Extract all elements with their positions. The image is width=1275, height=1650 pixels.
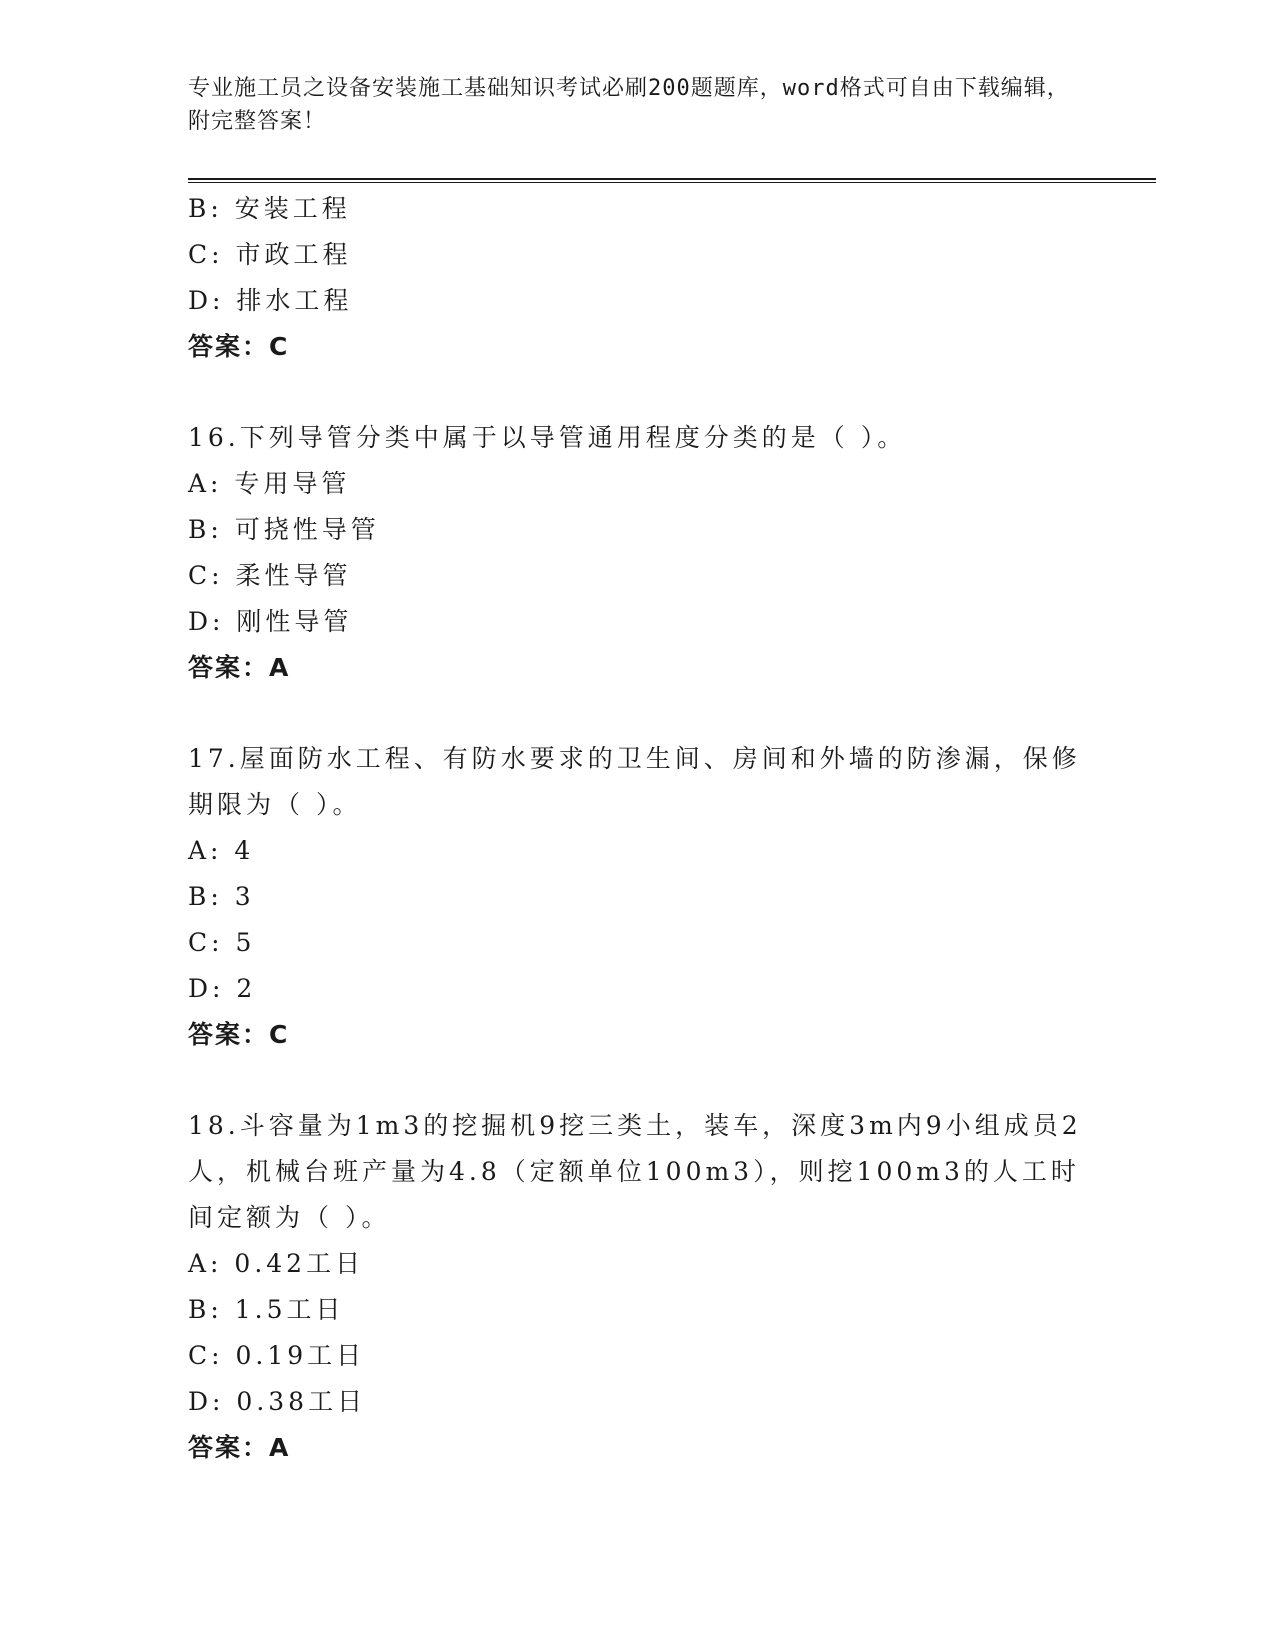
continued-question-block (188, 186, 1088, 370)
question-text: 18.斗容量为1m3的挖掘机9挖三类土，装车，深度3m内9小组成员2人，机械台班产量为4.8（定额单位100m3），则挖100m3的人工时间定额为（ ）。 (188, 1111, 1082, 1232)
option-c: C: 5 (188, 928, 256, 957)
question-text: 17.屋面防水工程、有防水要求的卫生间、房间和外墙的防渗漏，保修期限为（ ）。 (188, 744, 1081, 819)
document-header: 专业施工员之设备安装施工基础知识考试必刷200题题库，word格式可自由下载编辑，附完整答案！ (188, 76, 1070, 134)
option-a: A: 专用导管 (188, 469, 351, 498)
question-block-17 (188, 736, 1088, 1058)
question-block-16 (188, 415, 1088, 691)
option-b: B: 安装工程 (188, 194, 351, 223)
option-a: A: 4 (188, 836, 255, 865)
answer-text: 答案：C (188, 1020, 290, 1049)
option-d: D: 0.38工日 (188, 1387, 367, 1416)
option-d: D: 刚性导管 (188, 607, 353, 636)
header-divider (188, 178, 1156, 183)
option-a: A: 0.42工日 (188, 1249, 365, 1278)
question-block-18 (188, 1103, 1088, 1471)
option-b: B: 可挠性导管 (188, 515, 380, 544)
option-b: B: 3 (188, 882, 255, 911)
answer-text: 答案：A (188, 653, 291, 682)
answer-text: 答案：A (188, 1433, 291, 1462)
answer-text: 答案：C (188, 332, 290, 361)
option-c: C: 柔性导管 (188, 561, 352, 590)
document-body (188, 186, 1088, 1471)
option-b: B: 1.5工日 (188, 1295, 345, 1324)
option-d: D: 排水工程 (188, 286, 353, 315)
option-c: C: 市政工程 (188, 240, 352, 269)
question-text: 16.下列导管分类中属于以导管通用程度分类的是（ ）。 (188, 423, 907, 452)
option-d: D: 2 (188, 974, 257, 1003)
option-c: C: 0.19工日 (188, 1341, 366, 1370)
